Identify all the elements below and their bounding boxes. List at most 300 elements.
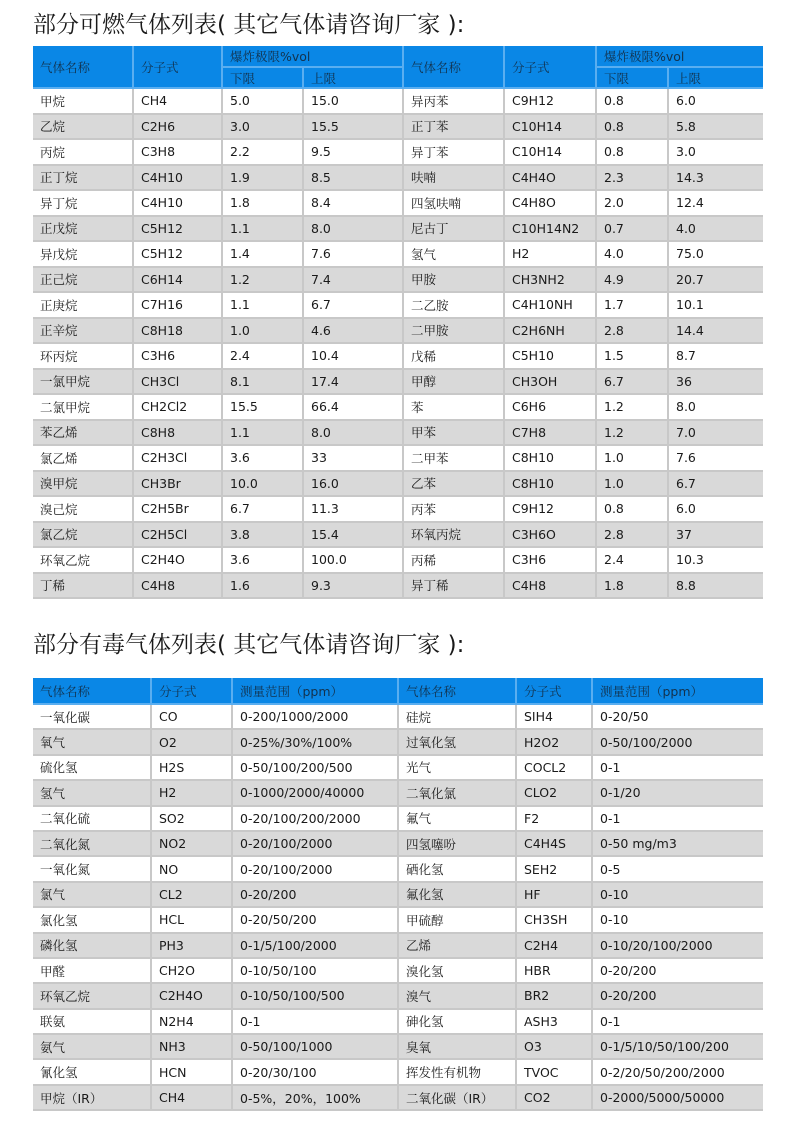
upper-limit-cell: 14.4: [668, 318, 763, 344]
measure-range-cell: 0-10/50/100/500: [232, 983, 398, 1008]
upper-limit-cell: 6.0: [668, 496, 763, 522]
upper-limit-cell: 8.8: [668, 573, 763, 599]
lower-limit-cell: 0.8: [596, 114, 668, 140]
formula-cell: C4H8: [504, 573, 596, 599]
table-row: [33, 343, 763, 369]
lower-limit-cell: 3.0: [222, 114, 303, 140]
gas-name-cell: 正丁苯: [403, 114, 504, 140]
toxic-gas-rows: [33, 704, 763, 1110]
gas-name-cell: 甲醛: [33, 958, 151, 983]
lower-limit-cell: 1.0: [596, 445, 668, 471]
table-row: [33, 704, 763, 729]
lower-limit-cell: 5.0: [222, 88, 303, 114]
lower-limit-cell: 2.8: [596, 318, 668, 344]
table-row: [33, 241, 763, 267]
formula-cell: C2H6NH: [504, 318, 596, 344]
lower-limit-cell: 15.5: [222, 394, 303, 420]
upper-limit-cell: 8.0: [668, 394, 763, 420]
lower-limit-cell: 2.4: [222, 343, 303, 369]
lower-limit-cell: 0.8: [596, 88, 668, 114]
upper-limit-cell: 15.0: [303, 88, 403, 114]
lower-limit-cell: 0.7: [596, 216, 668, 242]
measure-range-cell: 0-20/30/100: [232, 1059, 398, 1084]
header-measure-range: 测量范围（ppm）: [232, 678, 398, 704]
measure-range-cell: 0-50/100/1000: [232, 1034, 398, 1059]
lower-limit-cell: 0.8: [596, 139, 668, 165]
measure-range-cell: 0-1: [592, 755, 763, 780]
measure-range-cell: 0-20/50: [592, 704, 763, 729]
lower-limit-cell: 10.0: [222, 471, 303, 497]
lower-limit-cell: 8.1: [222, 369, 303, 395]
formula-cell: H2S: [151, 755, 232, 780]
formula-cell: C8H18: [133, 318, 222, 344]
gas-name-cell: 二氧化碳（IR）: [398, 1085, 516, 1110]
gas-name-cell: 正丁烷: [33, 165, 133, 191]
table-row: [33, 882, 763, 907]
gas-name-cell: 甲苯: [403, 420, 504, 446]
gas-name-cell: 呋喃: [403, 165, 504, 191]
measure-range-cell: 0-20/100/2000: [232, 856, 398, 881]
formula-cell: C5H10: [504, 343, 596, 369]
gas-name-cell: 戊稀: [403, 343, 504, 369]
upper-limit-cell: 36: [668, 369, 763, 395]
formula-cell: NH3: [151, 1034, 232, 1059]
gas-name-cell: 过氧化氢: [398, 729, 516, 754]
lower-limit-cell: 4.9: [596, 267, 668, 293]
gas-name-cell: 光气: [398, 755, 516, 780]
measure-range-cell: 0-5: [592, 856, 763, 881]
upper-limit-cell: 6.0: [668, 88, 763, 114]
lower-limit-cell: 3.6: [222, 445, 303, 471]
measure-range-cell: 0-50 mg/m3: [592, 831, 763, 856]
lower-limit-cell: 1.2: [596, 394, 668, 420]
gas-name-cell: 溴化氢: [398, 958, 516, 983]
gas-name-cell: 氧气: [33, 729, 151, 754]
formula-cell: C3H6: [504, 547, 596, 573]
formula-cell: C10H14: [504, 139, 596, 165]
upper-limit-cell: 4.0: [668, 216, 763, 242]
upper-limit-cell: 8.0: [303, 216, 403, 242]
gas-name-cell: 正己烷: [33, 267, 133, 293]
table-row: [33, 139, 763, 165]
formula-cell: C5H12: [133, 241, 222, 267]
upper-limit-cell: 12.4: [668, 190, 763, 216]
gas-name-cell: 硒化氢: [398, 856, 516, 881]
lower-limit-cell: 1.1: [222, 420, 303, 446]
lower-limit-cell: 1.6: [222, 573, 303, 599]
table-row: [33, 318, 763, 344]
lower-limit-cell: 1.5: [596, 343, 668, 369]
upper-limit-cell: 8.0: [303, 420, 403, 446]
formula-cell: N2H4: [151, 1009, 232, 1034]
table-row: [33, 1085, 763, 1110]
gas-name-cell: 甲烷（IR）: [33, 1085, 151, 1110]
formula-cell: CO2: [516, 1085, 592, 1110]
flammable-gas-rows: [33, 88, 763, 598]
formula-cell: CO: [151, 704, 232, 729]
measure-range-cell: 0-1/5/100/2000: [232, 933, 398, 958]
upper-limit-cell: 5.8: [668, 114, 763, 140]
header-upper-limit: 上限: [303, 67, 403, 88]
header-formula: 分子式: [133, 46, 222, 88]
formula-cell: COCL2: [516, 755, 592, 780]
table-row: [33, 983, 763, 1008]
upper-limit-cell: 9.5: [303, 139, 403, 165]
lower-limit-cell: 1.2: [222, 267, 303, 293]
gas-name-cell: 甲硫醇: [398, 907, 516, 932]
formula-cell: C3H6O: [504, 522, 596, 548]
gas-name-cell: 联氨: [33, 1009, 151, 1034]
formula-cell: CH2O: [151, 958, 232, 983]
lower-limit-cell: 2.0: [596, 190, 668, 216]
upper-limit-cell: 6.7: [303, 292, 403, 318]
gas-name-cell: 苯乙烯: [33, 420, 133, 446]
gas-name-cell: 甲烷: [33, 88, 133, 114]
formula-cell: CH3Br: [133, 471, 222, 497]
measure-range-cell: 0-20/200: [232, 882, 398, 907]
formula-cell: C2H4: [516, 933, 592, 958]
table-row: [33, 522, 763, 548]
formula-cell: C8H10: [504, 471, 596, 497]
gas-name-cell: 溴甲烷: [33, 471, 133, 497]
gas-name-cell: 氟化氢: [398, 882, 516, 907]
table-row: [33, 573, 763, 599]
gas-name-cell: 氯乙烷: [33, 522, 133, 548]
header-gas-name: 气体名称: [403, 46, 504, 88]
table-row: [33, 831, 763, 856]
measure-range-cell: 0-1/5/10/50/100/200: [592, 1034, 763, 1059]
table-row: [33, 755, 763, 780]
lower-limit-cell: 1.4: [222, 241, 303, 267]
gas-name-cell: 异丁烷: [33, 190, 133, 216]
formula-cell: C2H4O: [151, 983, 232, 1008]
formula-cell: SIH4: [516, 704, 592, 729]
table-row: [33, 165, 763, 191]
measure-range-cell: 0-1/20: [592, 780, 763, 805]
table-row: [33, 933, 763, 958]
upper-limit-cell: 14.3: [668, 165, 763, 191]
formula-cell: CH3NH2: [504, 267, 596, 293]
gas-name-cell: 二甲苯: [403, 445, 504, 471]
measure-range-cell: 0-200/1000/2000: [232, 704, 398, 729]
gas-name-cell: 一氯甲烷: [33, 369, 133, 395]
gas-name-cell: 四氢呋喃: [403, 190, 504, 216]
formula-cell: C10H14N2: [504, 216, 596, 242]
formula-cell: HCN: [151, 1059, 232, 1084]
table-row: [33, 547, 763, 573]
formula-cell: CLO2: [516, 780, 592, 805]
upper-limit-cell: 3.0: [668, 139, 763, 165]
header-lower-limit: 下限: [222, 67, 303, 88]
gas-name-cell: 异丁稀: [403, 573, 504, 599]
table-row: [33, 958, 763, 983]
table-row: [33, 394, 763, 420]
gas-name-cell: 氯化氢: [33, 907, 151, 932]
gas-name-cell: 正庚烷: [33, 292, 133, 318]
gas-name-cell: 丁稀: [33, 573, 133, 599]
header-measure-range: 测量范围（ppm）: [592, 678, 763, 704]
upper-limit-cell: 33: [303, 445, 403, 471]
flammable-gas-table: [33, 46, 763, 599]
measure-range-cell: 0-20/100/2000: [232, 831, 398, 856]
table-row: [33, 114, 763, 140]
upper-limit-cell: 16.0: [303, 471, 403, 497]
formula-cell: C3H8: [133, 139, 222, 165]
formula-cell: C4H10: [133, 165, 222, 191]
formula-cell: H2: [151, 780, 232, 805]
gas-name-cell: 氟气: [398, 806, 516, 831]
measure-range-cell: 0-1: [232, 1009, 398, 1034]
gas-name-cell: 二氧化硫: [33, 806, 151, 831]
gas-name-cell: 乙烯: [398, 933, 516, 958]
gas-name-cell: 氰化氢: [33, 1059, 151, 1084]
upper-limit-cell: 7.0: [668, 420, 763, 446]
upper-limit-cell: 6.7: [668, 471, 763, 497]
measure-range-cell: 0-25%/30%/100%: [232, 729, 398, 754]
measure-range-cell: 0-1000/2000/40000: [232, 780, 398, 805]
upper-limit-cell: 10.3: [668, 547, 763, 573]
header-gas-name: 气体名称: [33, 46, 133, 88]
gas-name-cell: 氯乙烯: [33, 445, 133, 471]
gas-name-cell: 溴己烷: [33, 496, 133, 522]
lower-limit-cell: 1.9: [222, 165, 303, 191]
upper-limit-cell: 10.4: [303, 343, 403, 369]
measure-range-cell: 0-50/100/2000: [592, 729, 763, 754]
lower-limit-cell: 1.0: [222, 318, 303, 344]
upper-limit-cell: 7.6: [668, 445, 763, 471]
gas-name-cell: 环氧丙烷: [403, 522, 504, 548]
formula-cell: H2: [504, 241, 596, 267]
formula-cell: O3: [516, 1034, 592, 1059]
upper-limit-cell: 11.3: [303, 496, 403, 522]
gas-name-cell: 氯气: [33, 882, 151, 907]
measure-range-cell: 0-20/50/200: [232, 907, 398, 932]
formula-cell: C4H4S: [516, 831, 592, 856]
header-explosion-limit: 爆炸极限%vol: [222, 46, 403, 67]
gas-name-cell: 乙苯: [403, 471, 504, 497]
table-row: [33, 1009, 763, 1034]
table-row: [33, 729, 763, 754]
upper-limit-cell: 20.7: [668, 267, 763, 293]
gas-name-cell: 二氧化氯: [398, 780, 516, 805]
table-row: [33, 1034, 763, 1059]
gas-name-cell: 甲胺: [403, 267, 504, 293]
formula-cell: C6H6: [504, 394, 596, 420]
upper-limit-cell: 15.4: [303, 522, 403, 548]
gas-name-cell: 丙稀: [403, 547, 504, 573]
gas-name-cell: 丙苯: [403, 496, 504, 522]
upper-limit-cell: 37: [668, 522, 763, 548]
formula-cell: CH2Cl2: [133, 394, 222, 420]
table-row: [33, 445, 763, 471]
formula-cell: CH4: [151, 1085, 232, 1110]
table-row: [33, 369, 763, 395]
gas-name-cell: 苯: [403, 394, 504, 420]
formula-cell: C2H5Br: [133, 496, 222, 522]
formula-cell: O2: [151, 729, 232, 754]
table-row: [33, 471, 763, 497]
lower-limit-cell: 2.3: [596, 165, 668, 191]
gas-name-cell: 异丙苯: [403, 88, 504, 114]
gas-name-cell: 甲醇: [403, 369, 504, 395]
header-explosion-limit: 爆炸极限%vol: [596, 46, 763, 67]
measure-range-cell: 0-10: [592, 882, 763, 907]
lower-limit-cell: 1.2: [596, 420, 668, 446]
lower-limit-cell: 2.8: [596, 522, 668, 548]
formula-cell: C4H8O: [504, 190, 596, 216]
measure-range-cell: 0-10/50/100: [232, 958, 398, 983]
gas-name-cell: 乙烷: [33, 114, 133, 140]
formula-cell: C9H12: [504, 496, 596, 522]
lower-limit-cell: 2.4: [596, 547, 668, 573]
gas-name-cell: 硅烷: [398, 704, 516, 729]
measure-range-cell: 0-10/20/100/2000: [592, 933, 763, 958]
upper-limit-cell: 4.6: [303, 318, 403, 344]
header-lower-limit: 下限: [596, 67, 668, 88]
lower-limit-cell: 4.0: [596, 241, 668, 267]
table-row: [33, 496, 763, 522]
gas-name-cell: 异丁苯: [403, 139, 504, 165]
measure-range-cell: 0-20/200: [592, 958, 763, 983]
formula-cell: HCL: [151, 907, 232, 932]
lower-limit-cell: 3.6: [222, 547, 303, 573]
formula-cell: SEH2: [516, 856, 592, 881]
formula-cell: C5H12: [133, 216, 222, 242]
formula-cell: C3H6: [133, 343, 222, 369]
lower-limit-cell: 1.0: [596, 471, 668, 497]
lower-limit-cell: 1.8: [596, 573, 668, 599]
formula-cell: CH4: [133, 88, 222, 114]
toxic-gas-title: 部分有毒气体列表( 其它气体请咨询厂家 ):: [33, 632, 465, 658]
table-row: [33, 780, 763, 805]
formula-cell: C9H12: [504, 88, 596, 114]
formula-cell: TVOC: [516, 1059, 592, 1084]
gas-name-cell: 氨气: [33, 1034, 151, 1059]
formula-cell: CH3SH: [516, 907, 592, 932]
formula-cell: CL2: [151, 882, 232, 907]
gas-name-cell: 溴气: [398, 983, 516, 1008]
measure-range-cell: 0-1: [592, 1009, 763, 1034]
gas-name-cell: 硫化氢: [33, 755, 151, 780]
upper-limit-cell: 17.4: [303, 369, 403, 395]
formula-cell: CH3Cl: [133, 369, 222, 395]
lower-limit-cell: 3.8: [222, 522, 303, 548]
lower-limit-cell: 6.7: [596, 369, 668, 395]
gas-name-cell: 四氢噻吩: [398, 831, 516, 856]
formula-cell: HBR: [516, 958, 592, 983]
formula-cell: C4H4O: [504, 165, 596, 191]
lower-limit-cell: 6.7: [222, 496, 303, 522]
gas-name-cell: 正辛烷: [33, 318, 133, 344]
formula-cell: C7H16: [133, 292, 222, 318]
upper-limit-cell: 100.0: [303, 547, 403, 573]
formula-cell: NO: [151, 856, 232, 881]
formula-cell: HF: [516, 882, 592, 907]
upper-limit-cell: 8.4: [303, 190, 403, 216]
lower-limit-cell: 1.1: [222, 216, 303, 242]
table-row: [33, 267, 763, 293]
table-row: [33, 420, 763, 446]
gas-name-cell: 环丙烷: [33, 343, 133, 369]
measure-range-cell: 0-2000/5000/50000: [592, 1085, 763, 1110]
upper-limit-cell: 75.0: [668, 241, 763, 267]
formula-cell: PH3: [151, 933, 232, 958]
lower-limit-cell: 0.8: [596, 496, 668, 522]
gas-name-cell: 氢气: [403, 241, 504, 267]
formula-cell: C2H4O: [133, 547, 222, 573]
gas-name-cell: 异戊烷: [33, 241, 133, 267]
formula-cell: CH3OH: [504, 369, 596, 395]
formula-cell: C2H5Cl: [133, 522, 222, 548]
formula-cell: C2H6: [133, 114, 222, 140]
gas-name-cell: 丙烷: [33, 139, 133, 165]
formula-cell: C6H14: [133, 267, 222, 293]
header-formula: 分子式: [504, 46, 596, 88]
lower-limit-cell: 1.1: [222, 292, 303, 318]
formula-cell: C2H3Cl: [133, 445, 222, 471]
measure-range-cell: 0-1: [592, 806, 763, 831]
upper-limit-cell: 66.4: [303, 394, 403, 420]
table-row: [33, 190, 763, 216]
measure-range-cell: 0-20/100/200/2000: [232, 806, 398, 831]
gas-name-cell: 二氧化氮: [33, 831, 151, 856]
formula-cell: C8H8: [133, 420, 222, 446]
measure-range-cell: 0-5%，20%，100%: [232, 1085, 398, 1110]
table-row: [33, 856, 763, 881]
lower-limit-cell: 1.7: [596, 292, 668, 318]
gas-name-cell: 砷化氢: [398, 1009, 516, 1034]
gas-name-cell: 氢气: [33, 780, 151, 805]
formula-cell: C10H14: [504, 114, 596, 140]
upper-limit-cell: 7.6: [303, 241, 403, 267]
gas-name-cell: 正戊烷: [33, 216, 133, 242]
flammable-gas-title: 部分可燃气体列表( 其它气体请咨询厂家 ):: [33, 12, 465, 38]
gas-name-cell: 二乙胺: [403, 292, 504, 318]
upper-limit-cell: 8.5: [303, 165, 403, 191]
table-row: [33, 88, 763, 114]
gas-name-cell: 臭氧: [398, 1034, 516, 1059]
table-row: [33, 216, 763, 242]
formula-cell: ASH3: [516, 1009, 592, 1034]
header-formula: 分子式: [151, 678, 232, 704]
measure-range-cell: 0-2/20/50/200/2000: [592, 1059, 763, 1084]
header-gas-name: 气体名称: [398, 678, 516, 704]
table-row: [33, 292, 763, 318]
formula-cell: C4H10NH: [504, 292, 596, 318]
gas-name-cell: 环氧乙烷: [33, 547, 133, 573]
table-row: [33, 806, 763, 831]
header-formula: 分子式: [516, 678, 592, 704]
table-row: [33, 907, 763, 932]
formula-cell: BR2: [516, 983, 592, 1008]
measure-range-cell: 0-10: [592, 907, 763, 932]
gas-name-cell: 一氧化氮: [33, 856, 151, 881]
header-upper-limit: 上限: [668, 67, 763, 88]
formula-cell: SO2: [151, 806, 232, 831]
upper-limit-cell: 9.3: [303, 573, 403, 599]
measure-range-cell: 0-20/200: [592, 983, 763, 1008]
header-gas-name: 气体名称: [33, 678, 151, 704]
upper-limit-cell: 8.7: [668, 343, 763, 369]
formula-cell: C8H10: [504, 445, 596, 471]
formula-cell: F2: [516, 806, 592, 831]
gas-name-cell: 挥发性有机物: [398, 1059, 516, 1084]
lower-limit-cell: 2.2: [222, 139, 303, 165]
upper-limit-cell: 15.5: [303, 114, 403, 140]
formula-cell: C7H8: [504, 420, 596, 446]
table-row: [33, 1059, 763, 1084]
lower-limit-cell: 1.8: [222, 190, 303, 216]
